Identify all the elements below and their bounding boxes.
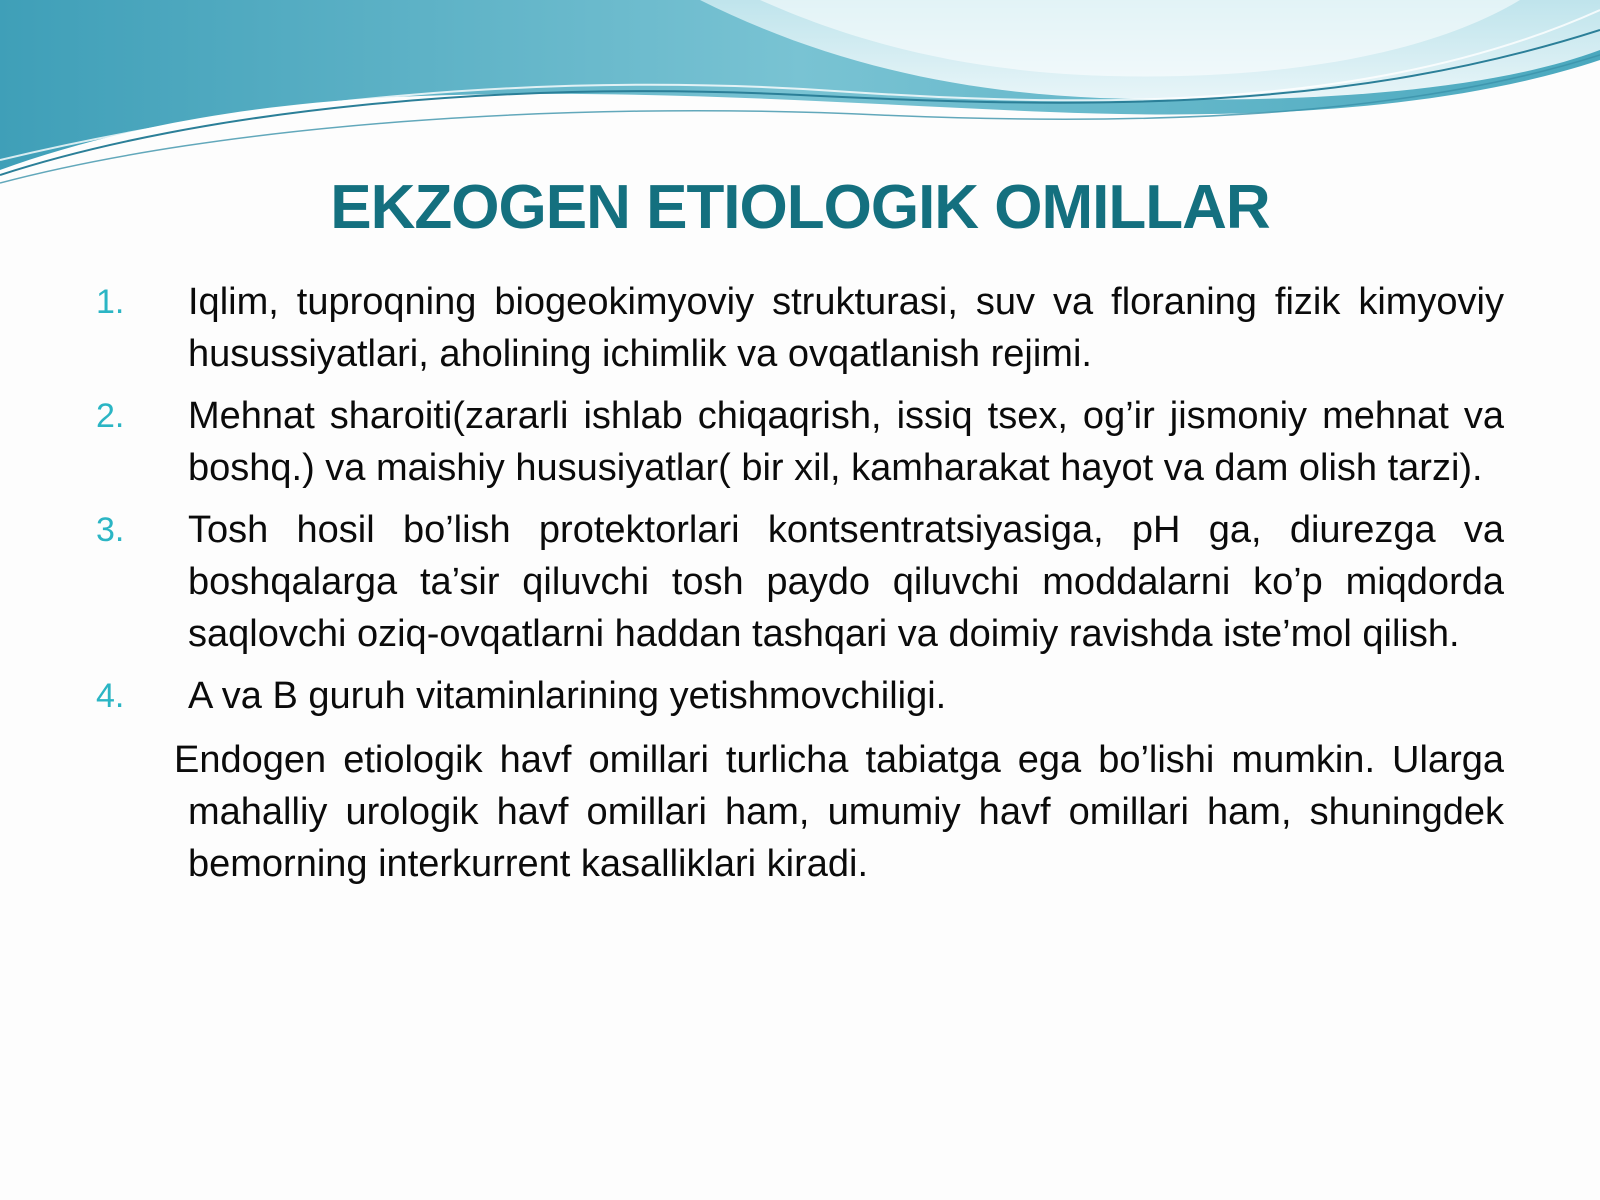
list-item-text: Iqlim, tuproqning biogeokimyoviy strukturasi, suv va floraning fizik kimyoviy husussiyatlari, aholining ichimlik va ovqatlanish rejimi.	[188, 281, 1504, 375]
list-number: 4.	[96, 677, 125, 715]
list-item	[92, 276, 1504, 380]
list-number: 2.	[96, 397, 125, 435]
list-item	[92, 670, 1504, 722]
list-item	[92, 390, 1504, 494]
header-wave-decoration	[0, 0, 1600, 200]
content-body	[92, 276, 1504, 890]
closing-paragraph: Endogen etiologik havf omillari turlicha tabiatga ega bo’lishi mumkin. Ularga mahalliy urologik havf omillari ham, umumiy havf omillari ham, shuningdek bemorning interkurrent kasalliklari kiradi.	[174, 739, 1504, 885]
list-item-text: Mehnat sharoiti(zararli ishlab chiqaqrish, issiq tsex, og’ir jismoniy mehnat va boshq.) va maishiy hususiyatlar( bir xil, kamharakat hayot va dam olish tarzi).	[188, 395, 1504, 489]
list-item	[92, 504, 1504, 660]
slide-title: EKZOGEN ETIOLOGIK OMILLAR	[330, 173, 1270, 242]
list-item-text: A va B guruh vitaminlarining yetishmovchiligi.	[188, 675, 947, 717]
list-number: 1.	[96, 283, 125, 321]
list-item-text: Tosh hosil bo’lish protektorlari kontsentratsiyasiga, pH ga, diurezga va boshqalarga ta’sir qiluvchi tosh paydo qiluvchi moddalarni ko’p miqdorda saqlovchi oziq-ovqatlarni haddan tashqari va doimiy ravishda iste’mol qilish.	[188, 509, 1504, 655]
list-number: 3.	[96, 511, 125, 549]
